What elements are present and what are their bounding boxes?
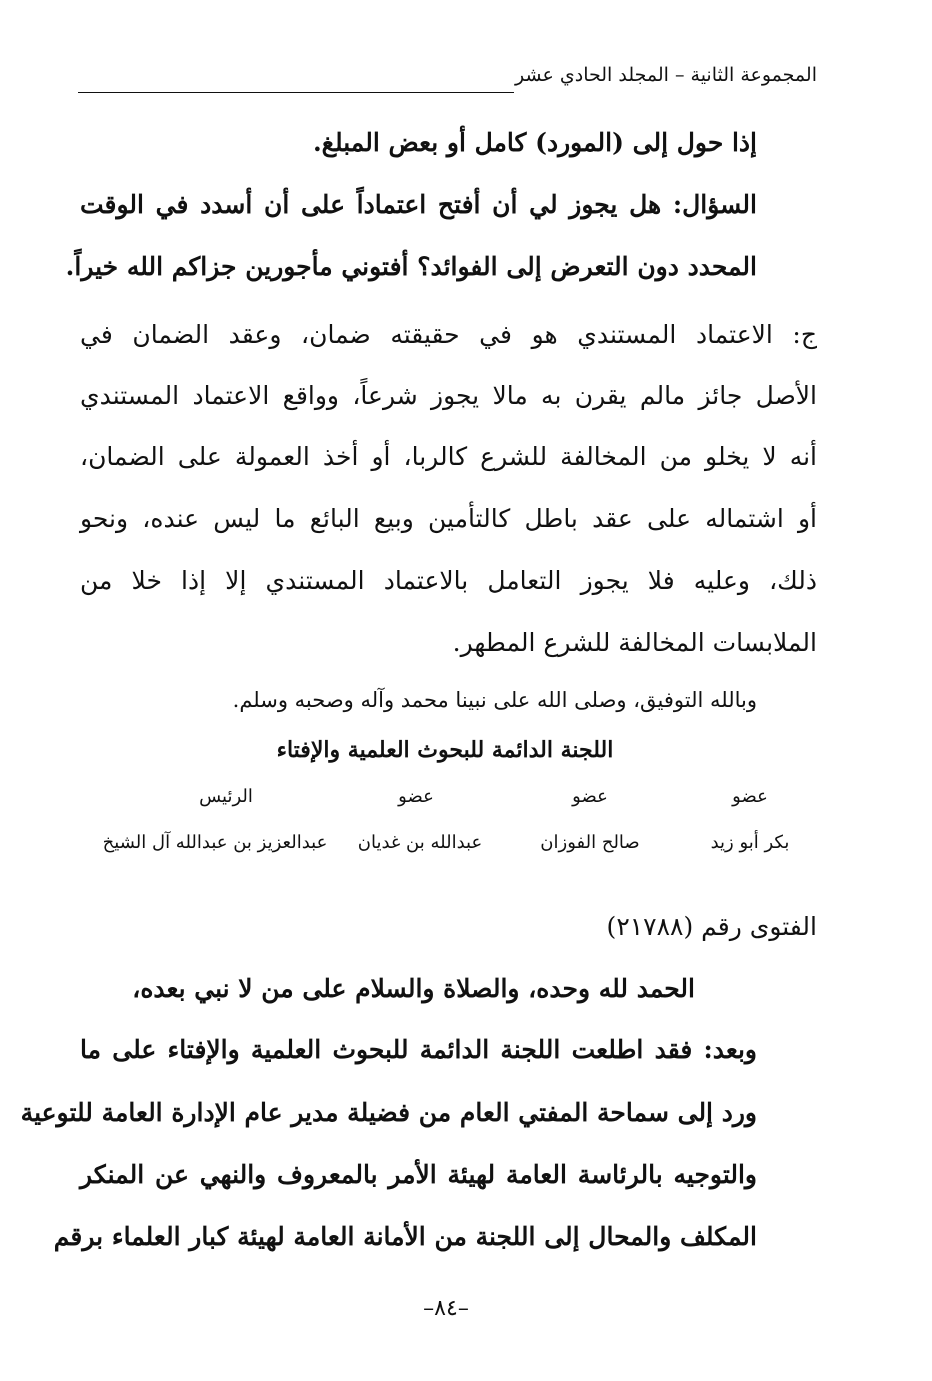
answer-line-6: الملابسات المخالفة للشرع المطهر. xyxy=(452,628,817,657)
member-3-name: عبدالله بن غديان xyxy=(357,832,483,853)
answer-line-4: أو اشتماله على عقد باطل كالتأمين وبيع البائع ما ليس عنده، ونحو xyxy=(80,504,817,533)
member-3-role: عضو xyxy=(398,786,434,807)
member-1-name: بكر أبو زيد xyxy=(710,832,790,853)
fatwa-intro-line-4: والتوجيه بالرئاسة العامة لهيئة الأمر بالمعروف والنهي عن المنكر xyxy=(80,1160,757,1189)
president-name: عبدالعزيز بن عبدالله آل الشيخ xyxy=(102,832,328,853)
fatwa-intro-line-5: المكلف والمحال إلى اللجنة من الأمانة العامة لهيئة كبار العلماء برقم xyxy=(53,1222,757,1251)
fatwa-intro-line-3: ورد إلى سماحة المفتي العام من فضيلة مدير عام الإدارة العامة للتوعية xyxy=(20,1098,757,1127)
running-header: المجموعة الثانية – المجلد الحادي عشر xyxy=(515,64,817,86)
member-2-name: صالح الفوزان xyxy=(540,832,640,853)
answer-line-3: أنه لا يخلو من المخالفة للشرع كالربا، أو أخذ العمولة على الضمان، xyxy=(80,442,817,471)
member-1-role: عضو xyxy=(732,786,768,807)
previous-question-ending: إذا حول إلى (المورد) كامل أو بعض المبلغ. xyxy=(312,128,757,157)
question-line-2: المحدد دون التعرض إلى الفوائد؟ أفتوني مأجورين جزاكم الله خيراً. xyxy=(65,252,757,281)
member-2-role: عضو xyxy=(572,786,608,807)
page-number: –٨٤– xyxy=(423,1296,469,1321)
closing-prayer: وبالله التوفيق، وصلى الله على نبينا محمد وآله وصحبه وسلم. xyxy=(232,688,757,712)
question-line-1: السؤال: هل يجوز لي أن أفتح اعتماداً على أن أسدد في الوقت xyxy=(80,190,757,219)
fatwa-intro-line-2: وبعد: فقد اطلعت اللجنة الدائمة للبحوث العلمية والإفتاء على ما xyxy=(80,1035,757,1064)
answer-line-1: ج: الاعتماد المستندي هو في حقيقته ضمان، وعقد الضمان في xyxy=(80,320,817,349)
answer-line-5: ذلك، وعليه فلا يجوز التعامل بالاعتماد المستندي إلا إذا خلا من xyxy=(80,566,817,595)
answer-line-2: الأصل جائز مالم يقرن به مالا يجوز شرعاً، وواقع الاعتماد المستندي xyxy=(80,381,817,410)
committee-title: اللجنة الدائمة للبحوث العلمية والإفتاء xyxy=(276,737,614,763)
president-role: الرئيس xyxy=(199,786,253,807)
header-rule xyxy=(78,92,514,93)
fatwa-intro-line-1: الحمد لله وحده، والصلاة والسلام على من لا نبي بعده، xyxy=(132,974,695,1003)
fatwa-number: الفتوى رقم (٢١٧٨٨) xyxy=(606,912,817,941)
